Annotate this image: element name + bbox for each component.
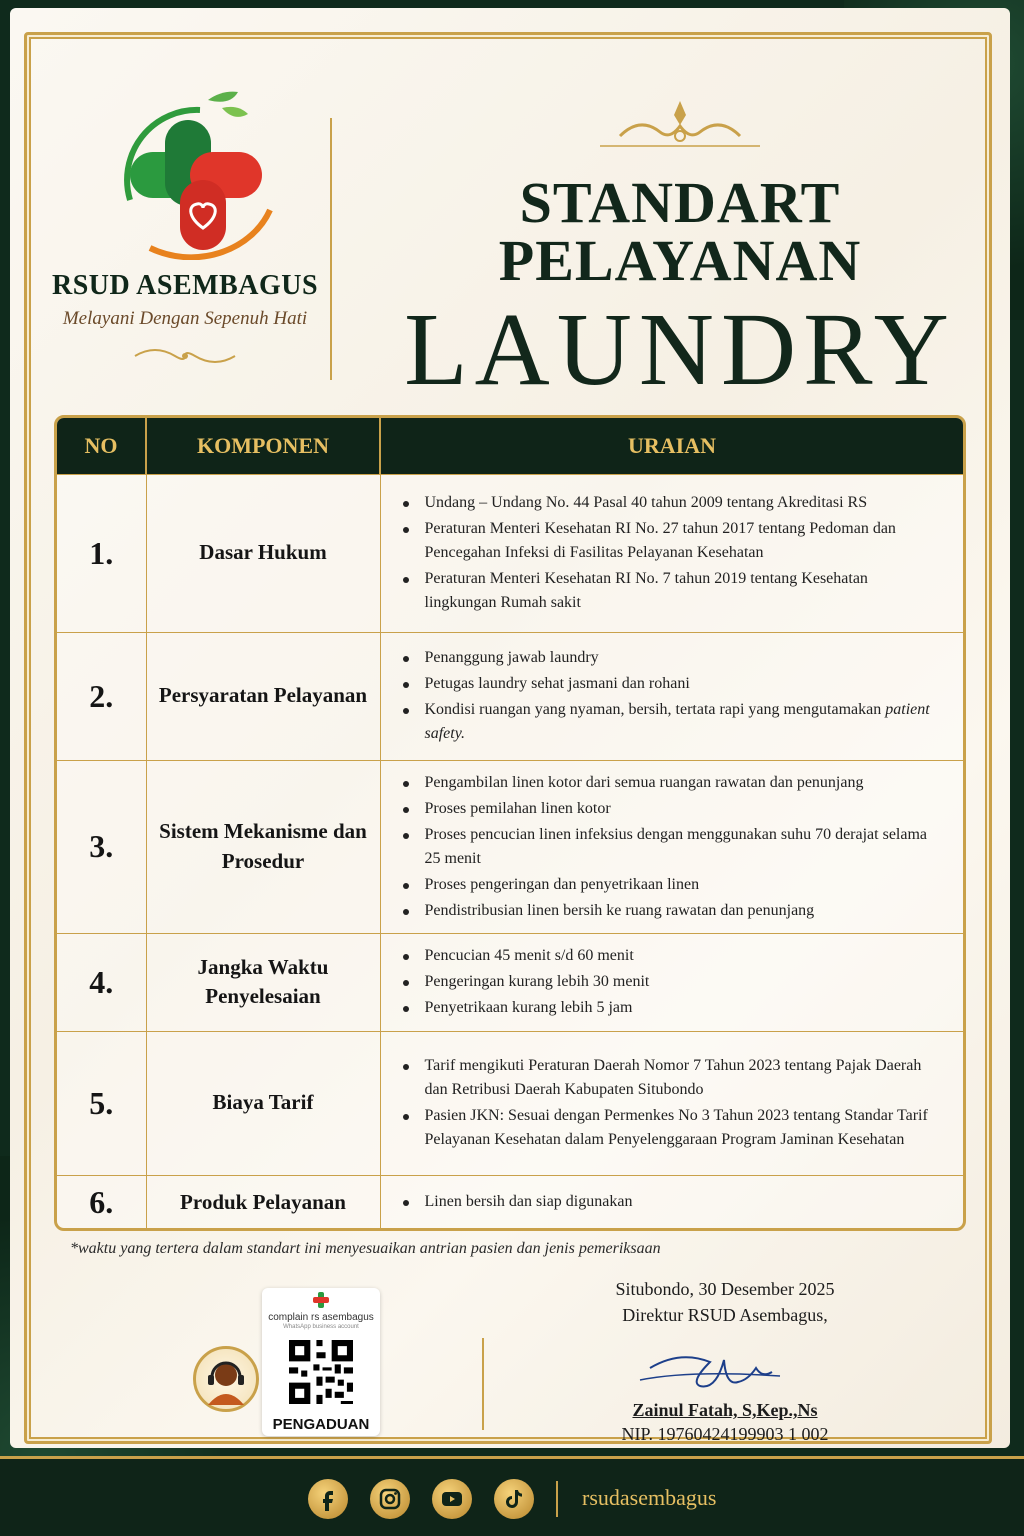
row-component: Jangka Waktu Penyelesaian <box>146 933 380 1031</box>
signature-position: Direktur RSUD Asembagus, <box>622 1305 828 1325</box>
row-number: 4. <box>57 933 146 1031</box>
footer-bar <box>0 1456 1024 1536</box>
row-description <box>380 632 963 760</box>
handwritten-signature-icon <box>560 1328 890 1398</box>
list-item: Pengeringan kurang lebih 30 menit <box>401 970 936 994</box>
list-item-text: Kondisi ruangan yang nyaman, bersih, tertata rapi yang mengutamakan <box>424 701 882 718</box>
header-description: URAIAN <box>380 418 963 474</box>
list-item: Linen bersih dan siap digunakan <box>401 1190 936 1214</box>
list-item: Pendistribusian linen bersih ke ruang rawatan dan penunjang <box>401 899 936 923</box>
hospital-mini-logo-icon <box>313 1292 329 1308</box>
row-number: 6. <box>57 1175 146 1229</box>
ornament-divider-icon <box>125 344 245 368</box>
footnote: *waktu yang tertera dalam standart ini menyesuaikan antrian pasien dan jenis pemeriksaan <box>70 1240 661 1257</box>
list-item: Proses pemilahan linen kotor <box>401 797 936 821</box>
table-row <box>57 1031 963 1175</box>
table-row <box>57 760 963 933</box>
tiktok-icon[interactable] <box>494 1479 534 1519</box>
social-handle[interactable]: rsudasembagus <box>582 1485 717 1510</box>
list-item: Pasien JKN: Sesuai dengan Permenkes No 3 Tahun 2023 tentang Standar Tarif Pelayanan Kesehatan dalam Penyelenggaraan Program Jaminan Kesehatan <box>401 1104 936 1152</box>
row-number: 2. <box>57 632 146 760</box>
row-description <box>380 474 963 632</box>
bottom-divider <box>482 1338 484 1430</box>
row-description <box>380 1031 963 1175</box>
organization-tagline: Melayani Dengan Sepenuh Hati <box>62 308 308 329</box>
row-component: Biaya Tarif <box>146 1031 380 1175</box>
footer-separator <box>556 1481 558 1517</box>
list-item: Pengambilan linen kotor dari semua ruangan rawatan dan penunjang <box>401 771 936 795</box>
row-number: 1. <box>57 474 146 632</box>
row-description <box>380 1175 963 1229</box>
service-standard-table <box>54 415 966 1231</box>
row-component: Sistem Mekanisme dan Prosedur <box>146 760 380 933</box>
header-no: NO <box>57 418 146 474</box>
table-header-row <box>57 418 963 474</box>
list-item: Proses pengeringan dan penyetrikaan linen <box>401 873 936 897</box>
hospital-logo-icon <box>90 80 280 260</box>
row-component: Produk Pelayanan <box>146 1175 380 1229</box>
signature-nip: NIP. 19760424199903 1 002 <box>621 1424 829 1444</box>
signature-block <box>560 1276 890 1446</box>
list-item: Proses pencucian linen infeksius dengan menggunakan suhu 70 derajat selama 25 menit <box>401 823 936 871</box>
qr-code-icon <box>289 1340 353 1404</box>
row-component: Persyaratan Pelayanan <box>146 632 380 760</box>
table-row <box>57 933 963 1031</box>
youtube-icon[interactable] <box>432 1479 472 1519</box>
table-row <box>57 474 963 632</box>
list-item: Pencucian 45 menit s/d 60 menit <box>401 944 936 968</box>
table-row <box>57 1175 963 1229</box>
list-item <box>401 698 936 746</box>
header-component: KOMPONEN <box>146 418 380 474</box>
complaint-label: PENGADUAN <box>272 1416 370 1433</box>
headset-icon <box>193 1346 259 1412</box>
vertical-divider <box>330 118 332 380</box>
table-row <box>57 632 963 760</box>
row-number: 3. <box>57 760 146 933</box>
title-block <box>370 96 990 451</box>
list-item: Tarif mengikuti Peraturan Daerah Nomor 7 Tahun 2023 tentang Pajak Daerah dan Retribusi Daerah Kabupaten Situbondo <box>401 1054 936 1102</box>
row-component: Dasar Hukum <box>146 474 380 632</box>
title-line-1: STANDART PELAYANAN <box>498 170 862 293</box>
list-item: Penanggung jawab laundry <box>401 646 936 670</box>
signature-name: Zainul Fatah, S,Kep.,Ns <box>632 1400 818 1420</box>
row-description <box>380 760 963 933</box>
list-item: Undang – Undang No. 44 Pasal 40 tahun 2009 tentang Akreditasi RS <box>401 491 936 515</box>
title-line-2: LAUNDRY <box>404 292 956 407</box>
row-number: 5. <box>57 1031 146 1175</box>
list-item: Petugas laundry sehat jasmani dan rohani <box>401 672 936 696</box>
list-item-italic: patient safety. <box>424 701 930 742</box>
qr-card-subtitle: WhatsApp business account <box>283 1324 359 1330</box>
signature-place-date: Situbondo, 30 Desember 2025 <box>615 1279 835 1299</box>
qr-card-title: complain rs asembagus <box>268 1312 374 1323</box>
list-item: Peraturan Menteri Kesehatan RI No. 27 tahun 2017 tentang Pedoman dan Pencegahan Infeksi di Fasilitas Pelayanan Kesehatan <box>401 517 936 565</box>
facebook-icon[interactable] <box>308 1479 348 1519</box>
instagram-icon[interactable] <box>370 1479 410 1519</box>
list-item: Peraturan Menteri Kesehatan RI No. 7 tahun 2019 tentang Kesehatan lingkungan Rumah sakit <box>401 567 936 615</box>
ornament-top-icon <box>600 96 760 156</box>
logo-block <box>50 80 320 373</box>
list-item: Penyetrikaan kurang lebih 5 jam <box>401 996 936 1020</box>
row-description <box>380 933 963 1031</box>
complaint-qr-card[interactable] <box>262 1288 380 1436</box>
organization-name: RSUD ASEMBAGUS <box>51 270 319 301</box>
